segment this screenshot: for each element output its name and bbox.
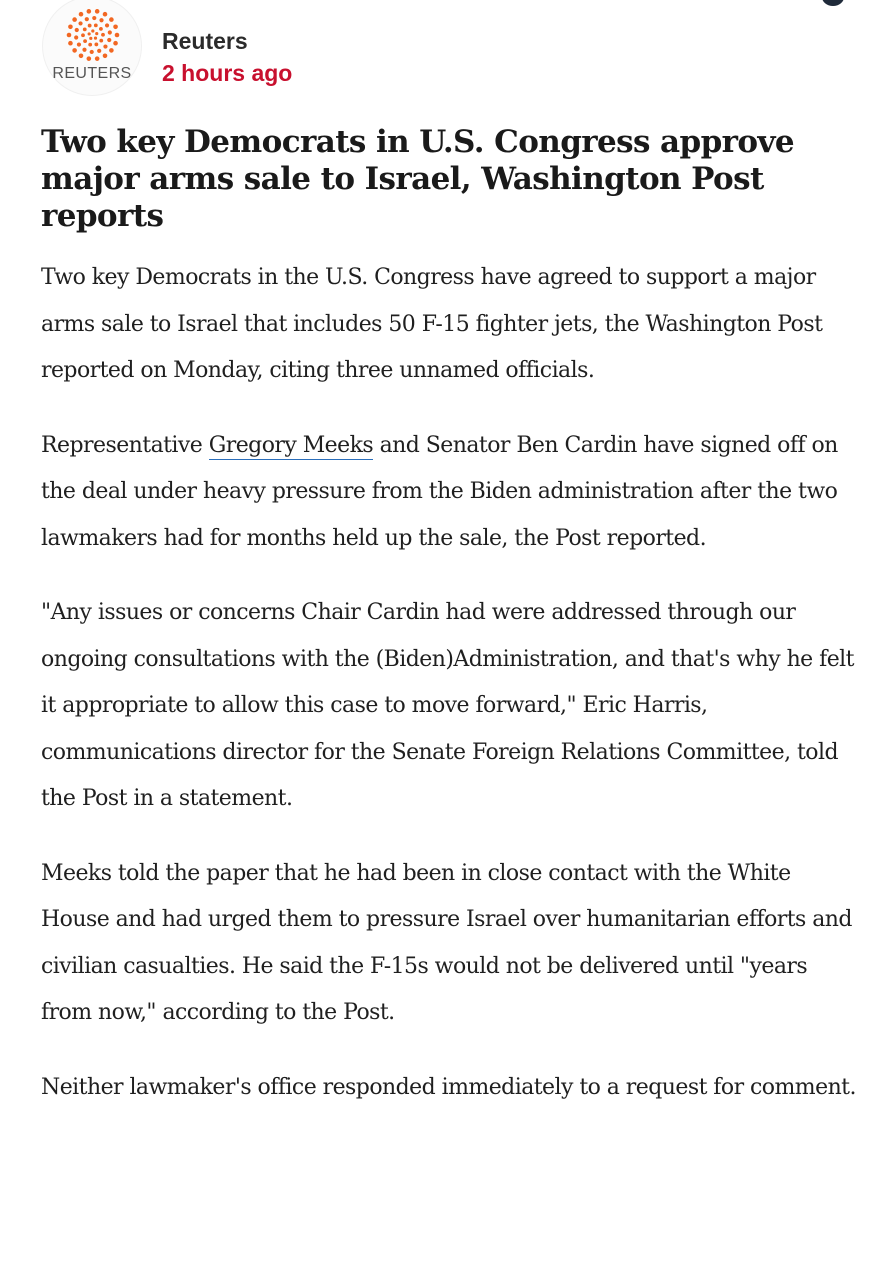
paragraph: Meeks told the paper that he had been in close contact with the White House and had urged them to pressure Israel over humanitarian efforts and civilian casualties. He said the F-15s would not be delivered until "years from now," according to the Post. [41,860,852,1025]
logo-dot [68,24,73,29]
logo-dot [103,44,107,48]
logo-dot [88,43,92,47]
paragraph: "Any issues or concerns Chair Cardin had were addressed through our ongoing consultations with the (Biden)Administration, and that's why he felt it appropriate to allow this case to move forward," Eric Harris, communications director for the Senate Foreign Relations Committee, told the Post in a statement. [41,600,854,811]
logo-dot [103,53,108,58]
publish-time: 2 hours ago [162,60,293,86]
article-headline: Two key Democrats in U.S. Congress approve major arms sale to Israel, Washington Post reports [41,124,795,234]
logo-dot [68,41,73,46]
logo-dot [105,23,109,27]
logo-dot [113,41,118,46]
logo-dot [81,33,85,37]
logo-dot [92,16,96,20]
logo-dot [78,21,82,25]
logo-dot [95,56,100,61]
logo-dot [107,38,111,42]
logo-dot [82,48,86,52]
logo-dot [99,39,103,43]
logo-dot [88,24,92,28]
logo-dot [95,32,98,35]
logo-dot [101,33,105,37]
paragraph [41,423,856,563]
article-body [41,255,856,1139]
logo-dot [91,29,94,32]
logo-dot [89,37,92,40]
logo-dot [72,17,77,22]
publisher-name[interactable]: Reuters [162,28,248,54]
logo-dot [83,39,87,43]
logo-dot [94,24,98,28]
logo-dot [83,27,87,31]
logo-dot [108,30,112,34]
paragraph: Neither lawmaker's office responded immediately to a request for comment. [41,1074,856,1100]
logo-dot [79,53,84,58]
logo-dot [99,27,103,31]
publisher-logo-text: REUTERS [52,65,132,82]
logo-dot [77,42,81,46]
logo-dot [115,33,120,38]
logo-dot [113,24,118,29]
logo-dot [109,17,114,22]
paragraph-text: and Senator Ben Cardin have signed off on the deal under heavy pressure from the Biden administration after the two lawmakers had for months held up the sale, the Post reported. [41,432,838,551]
logo-dot [99,18,103,22]
logo-dot [95,9,100,14]
paragraph: Two key Democrats in the U.S. Congress have agreed to support a major arms sale to Israel that includes 50 F-15 fighter jets, the Washington Post reported on Monday, citing three unnamed officials. [41,265,823,383]
logo-dot [97,49,101,53]
logo-dot [90,50,94,54]
logo-dot [85,17,89,21]
logo-dot [72,48,77,53]
logo-dot [67,33,72,38]
logo-dot [74,35,78,39]
logo-dot [94,43,98,47]
logo-dot [87,9,92,14]
logo-dot [94,37,97,40]
publisher-logo[interactable] [42,0,142,96]
article-header [0,0,884,110]
paragraph-text: Representative [41,432,209,458]
logo-dot [87,56,92,61]
logo-dot [75,28,79,32]
logo-dot [103,12,108,17]
logo-dot [79,12,84,17]
reuters-logo-icon [63,5,123,65]
logo-dot [88,32,91,35]
logo-dot [109,48,114,53]
gregory-meeks-link[interactable]: Gregory Meeks [208,432,374,458]
